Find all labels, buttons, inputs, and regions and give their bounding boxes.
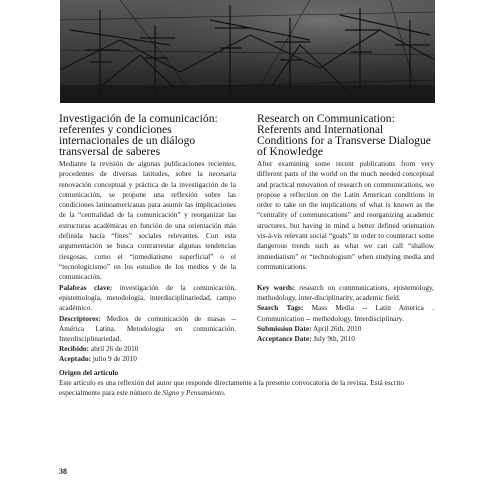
acceptance-date-en: July 9th, 2010 [313, 334, 355, 344]
received-date-es: abril 26 de 2010 [90, 344, 139, 354]
keywords-en [257, 283, 434, 303]
origin-heading: Origen del artículo [59, 368, 119, 377]
search-tags-label-en: Search Tags: [257, 303, 304, 313]
origin-text: Este artículo es una reflexión del autor que responde directamente a la presente convocatoria de la revista. Está escrito especialmente para este número de [59, 378, 405, 398]
submission-date-en: April 26th, 2010 [312, 323, 362, 333]
submission-en [257, 324, 434, 334]
submission-label-en: Submission Date: [257, 323, 312, 333]
acceptance-en [257, 334, 434, 344]
title-es: Investigación de la comunicación: referentes y condiciones internacionales de un diálogo transversal de saberes [59, 112, 218, 158]
article-origin [59, 368, 435, 399]
keywords-block-es [59, 283, 236, 365]
header-photo [60, 0, 435, 103]
descriptors-label-es: Descriptores: [59, 313, 101, 323]
keywords-text-es: investigación de la comunicación, epistemología, metodología, interdisciplinariedad, campo académico. [59, 283, 237, 313]
descriptors-es [59, 314, 236, 345]
antenna-photo-image [60, 0, 435, 103]
accepted-es [59, 354, 236, 364]
keywords-block-en [257, 283, 434, 344]
abstract-en: After examining some recent publications from very different parts of the world on the much needed conceptual and practical renovation of research on communications, we propose a reflection on the Latin American conditions in order to take on the implications of what is known as the “centrality of communications” and reorganizing academic structures, but having in mind a better defined orientation vis-à-vis relevant social “goals” in order to counteract some dangerous trends such as what we can call “shallow immediatism” or “technologism” when studying media and communications. [257, 159, 434, 271]
keywords-label-es: Palabras clave: [59, 283, 113, 292]
abstract-es: Mediante la revisión de algunas publicaciones recientes, procedentes de diversas latitudes, sobre la necesaria renovación conceptual y práctica de la investigación de la comunicación, se propone una reflexión sobre las condiciones latinoamericanas para asumir las implicaciones de la “centralidad de la comunicación” y reorganizar las estructuras académicas en función de una orientación más definida hacia “fines” sociales relevantes. Con esta argumentación se busca contrarrestar algunas tendencias riesgosas, como el “inmediatismo superficial” o el “tecnologicismo” en los estudios de los medios y de la comunicación. [59, 159, 236, 282]
accepted-date-es: julio 9 de 2010 [92, 354, 137, 364]
received-es [59, 344, 236, 354]
received-label-es: Recibido: [59, 344, 89, 354]
keywords-es [59, 283, 236, 314]
origin-end: . [223, 388, 226, 398]
search-tags-en [257, 303, 434, 323]
keywords-label-en: Key words: [257, 283, 296, 292]
keywords-text-en: research on communications, epistemology, methodology, inter-disciplinarity, academic field. [257, 283, 434, 303]
search-tags-text-en: Mass Media -- Latin America . Communication -- methodology. Interdisciplinary. [257, 303, 434, 323]
accepted-label-es: Aceptado: [59, 354, 92, 364]
page-number: 38 [59, 467, 67, 476]
journal-name: Signo y Pensamiento [162, 388, 224, 398]
acceptance-label-en: Acceptance Date: [257, 334, 312, 344]
descriptors-text-es: Medios de comunicación de masas -- América Latina. Metodología en comunicación. Interdisciplinariedad. [59, 313, 237, 344]
title-en: Research on Communication: Referents and International Conditions for a Transverse Dialogue of Knowledge [257, 112, 431, 158]
